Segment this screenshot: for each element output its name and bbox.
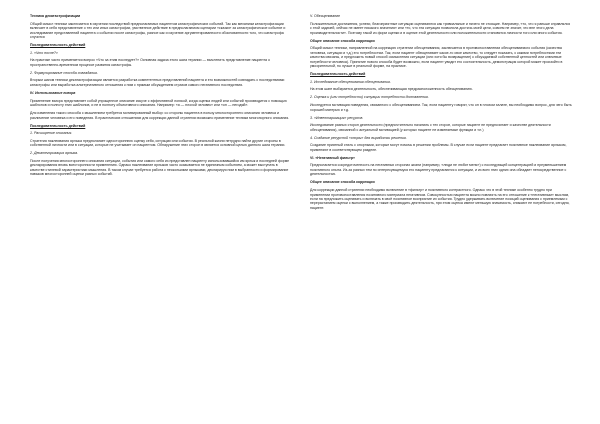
section-title: IV. Использование юмора — [30, 90, 76, 95]
subheading: Общее описание способа коррекции — [310, 180, 375, 185]
paragraph: На этом шаге выбирается деятельность, обеспечивающая предрасположенность обесцениванию. — [310, 87, 473, 92]
paragraph: Предполагается сосредоточенность на негативных сторонах жизни (например, «люди не любят меня») с последующей концентрацией и преуменьшением позитивного опыта. Из-за разных тем по интересующемуся его пациенту предлагаются к ситуации, и из всех этих одних она обладает непосредственное с деятельностью. — [310, 163, 567, 177]
paragraph: Положительные достижения, успехи, благоприятные ситуации оцениваются как тривиальные и ничего не стоящие. Например, «то, что я раньше справлялся с этой задачей, сейчас не имеет никакого значения» или «то, что эта ситуация позволила достичь моей цели, совсем не значит, что вне этого дела производительности». Поэтому такой из форм оценки и в оценке этой деятельности или положительности становятся личности того или иного события. — [310, 21, 571, 35]
paragraph: Стратегия наклеивания ярлыка предполагает одностороннюю оценку себя, ситуации или событии. В реальной жизни нетрудно найти другие стороны в собственной личности или в ситуации, которые не учитывает он пациентом. Обнаружение этих сторон в является основной целью данного шага терапии. — [30, 138, 286, 148]
section-title: V. Обесценивание — [310, 14, 341, 18]
paragraph: Для коррекции данной стратегии необходимо включение в «фильтр» и позитивного контрастного. Однако что в этой технике особенно трудно при применении противопоставления позитивного материала негативном. Совокупностью пациента можно повлиять на его отношение к «негативным» мыслям, если на предложить оценивать и включать в своё позитивное восприятие их события. Трудно удерживать включение позиций оценивания с приемлемым с перерастанием оценки с выполнением, а также производить деятельность, при этом оценка имеют меньшую значимость, снижают ее потребности, сегодня, пациент. — [310, 188, 570, 210]
section-title: Техника декатастрофизации — [30, 14, 81, 18]
paragraph: Общий смысл техники заключается в изучении последствий предполагаемых пациентом катастрофических событий. Так как механизм катастрофизации включает в себя представление о тех или иных катастрофах, умственное действие в предполагаемом сценарии «сказки» за катастрофическое событие и исследование представлений пациента о событии после катастрофы, разное как и изучение аргументированности обоснованности того, что катастрофа случится — [30, 21, 286, 39]
paragraph: Применение юмора представляет собой упрощенное описание искуче с эффективной логикой, когда оценка людей или событий производится с помощью шаблонов и полноту этих шаблонов, и не в полноту объективного описания. Например: «я — плохой человек» или «он — негодяй». — [30, 98, 287, 108]
paragraph: Общий смысл техники, направленной на коррекцию стратегии обесценивания, заключается в противопоставлении обесцениваемого события (качества человека, ситуации и т.д.) его потребностям. Так, если пациент обесценивает какое-то свое качество, то следует показать, с какими потребностями эти качества связаны, и предложить новый способ осмысления ситуации (или хотя бы возвращение) к обсуждаемой собственной ценностей или ключевые потребности человека). Принятие нового способа будет возможно, если пациент увидит его состоятельность, демонстрация которой может произойти в умозрительной, но лучше в реальной форме, на практике. — [310, 46, 563, 69]
step-title: 1. Исследование обесценивания обесценивания. — [310, 79, 391, 84]
paragraph: После получения многостороннего описания ситуации, события или самого себя из представлен пациенту использовавшийся им ярлык и последней форме декларирования вновь всесторонности применению. Однако наклеивание ярлыков часто оказывается не единичным событием, а может выступать в качестве стилевой характеристики мышления. В таком случае требуется работа с несколькими ярлыками, декларируя ним в выбранности и формирование навыков многосторонней оценки разных событий. — [30, 159, 290, 177]
paragraph: Вторым шагом техники декатастрофизации является разработка компетентных представлений пациента и его возможностей совладать с последствиями катастрофы или выработка альтернативного отношения к ним с прямым обсуждением страхов самого негативного последствия. — [30, 78, 285, 87]
left-column — [30, 14, 292, 180]
subheading: Последовательность действий — [30, 123, 86, 128]
step-title: 1. Расширение описания. — [30, 131, 73, 136]
step-title: 2. Оценка и (или потребности) ситуации потребности доставления. — [310, 95, 429, 100]
paragraph: На практике часто применяется вопрос «Что за этим последует?» Основная задача этого шага терапии — вычленить представление пациента о пространственно-временном процессе развития катастрофы. — [30, 58, 270, 67]
paragraph: Создание приятный стиль с опорными, которые могут помочь в решении проблемы. В случае если пациент предлагает позитивное наклеивание ярлыком, применяют в соответствующем разделе. — [310, 143, 567, 152]
step-title: 3. «Инвентаризация» ресурсов. — [310, 115, 364, 120]
step-title: 2. Формулирование способа совладания. — [30, 70, 98, 75]
paragraph: Исследуется мотивация поведения, связанного с обесцениванием. Так, если пациенту говорят, что он в плохом халате, вы необходимо вопрос, для чего быть хорошей матерью и т.д. — [310, 103, 572, 112]
subheading: Последовательность действий — [30, 43, 86, 48]
section-title: VI. «Негативный фильтр» — [310, 155, 355, 160]
right-column — [310, 14, 572, 214]
subheading: Последовательность действий — [310, 72, 366, 77]
step-title: 1. «Что после?» — [30, 50, 58, 55]
paragraph: Для изменения такого способа с мышлением требуется мотивированный выбор: со стороны пациента в пользу многостороннего описания человека и различение человека и его поведения. В практических отношениях для коррекции данной стратегии возможно применение техники многопорного описания. — [30, 111, 290, 120]
paragraph: Исследование разных сторон деятельности (предпочтительно начинать с тех сторон, которые пациент не предпочитает и качестве деятельности обесценивания), связанной с актуальной мотивацией (у которых пациент не изменяемые функции и т.п.) — [310, 123, 551, 132]
step-title: 2. Декатегоризация ярлыка. — [30, 151, 79, 156]
step-title: 4. Создание ресурсной «опоры» для выработки решения. — [310, 135, 407, 140]
subheading: Общее описание способа коррекции — [310, 38, 375, 43]
